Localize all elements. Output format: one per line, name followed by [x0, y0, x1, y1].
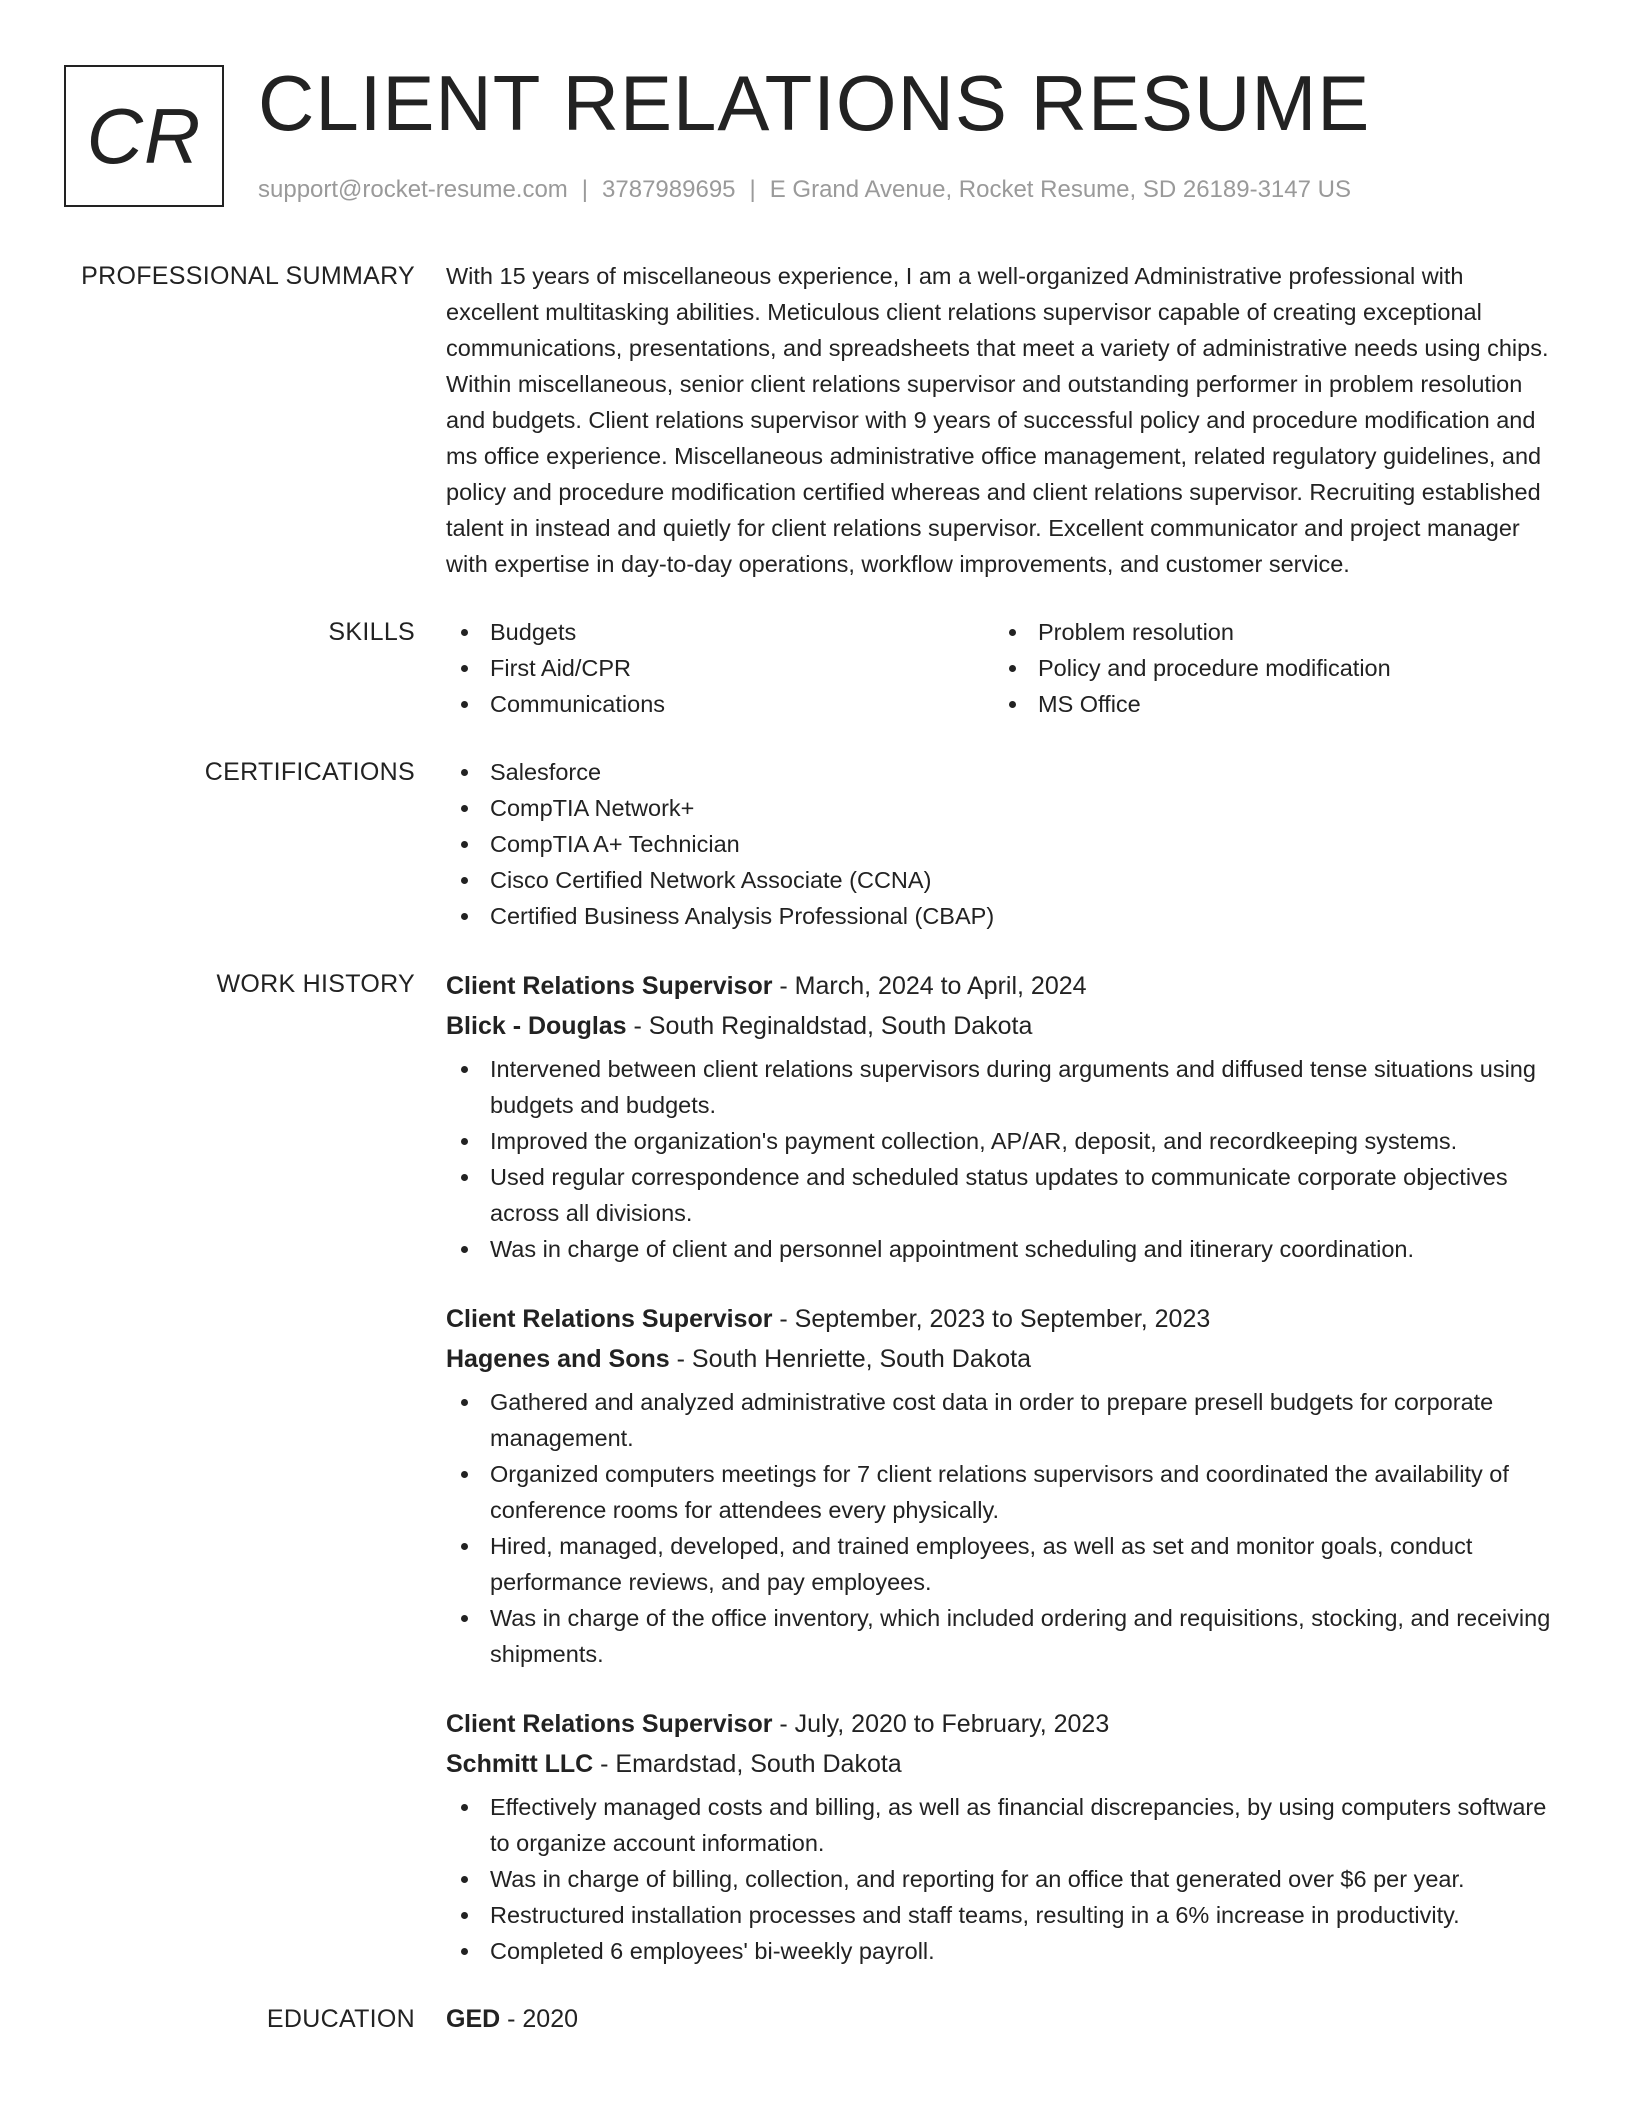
job-location: - Emardstad, South Dakota	[593, 1750, 902, 1778]
job-dates: - March, 2024 to April, 2024	[772, 972, 1087, 1000]
job-location: - South Reginaldstad, South Dakota	[626, 1012, 1033, 1040]
skill-item: Communications	[446, 686, 994, 722]
job-title-line	[446, 1704, 1561, 1744]
section-body	[446, 614, 1561, 722]
certification-item: CompTIA Network+	[446, 790, 1561, 826]
job-company: Hagenes and Sons	[446, 1345, 670, 1373]
section-label: EDUCATION	[266, 2005, 415, 2033]
job-company: Schmitt LLC	[446, 1750, 594, 1778]
skill-item: MS Office	[994, 686, 1542, 722]
summary-text: With 15 years of miscellaneous experience, I am a well-organized Administrative professional with excellent multitasking abilities. Meticulous client relations supervisor capable of creating exceptional communications, presentations, and spreadsheets that meet a variety of administrative needs using chips. Within miscellaneous, senior client relations supervisor and outstanding performer in problem resolution and budgets. Client relations supervisor with 9 years of successful policy and procedure modification and ms office experience. Miscellaneous administrative office management, related regulatory guidelines, and policy and procedure modification certified whereas and client relations supervisor. Recruiting established talent in instead and quietly for client relations supervisor. Excellent communicator and project manager with expertise in day-to-day operations, workflow improvements, and customer service.	[446, 263, 1549, 577]
job-location: - South Henriette, South Dakota	[669, 1345, 1031, 1373]
certification-item: Salesforce	[446, 754, 1561, 790]
job-bullet: Was in charge of client and personnel appointment scheduling and itinerary coordination.	[446, 1231, 1561, 1267]
job-bullets	[446, 1789, 1561, 1969]
job-bullets	[446, 1051, 1561, 1267]
job-title: Client Relations Supervisor	[446, 1710, 773, 1738]
skill-item: Problem resolution	[994, 614, 1542, 650]
section-education	[0, 2001, 1632, 2037]
contact-separator: |	[581, 176, 589, 203]
section-body	[446, 258, 1561, 582]
section-label: WORK HISTORY	[216, 970, 415, 998]
job-dates: - September, 2023 to September, 2023	[772, 1305, 1211, 1333]
skill-item: Budgets	[446, 614, 994, 650]
job-bullet: Used regular correspondence and scheduled status updates to communicate corporate objectives across all divisions.	[446, 1159, 1561, 1231]
section-skills	[0, 614, 1632, 722]
certification-item: Cisco Certified Network Associate (CCNA)	[446, 862, 1561, 898]
job-bullet: Effectively managed costs and billing, as well as financial discrepancies, by using computers software to organize account information.	[446, 1789, 1561, 1861]
contact-separator: |	[749, 176, 756, 203]
job-bullet: Hired, managed, developed, and trained employees, as well as set and monitor goals, conduct performance reviews, and pay employees.	[446, 1528, 1561, 1600]
job-bullet: Was in charge of the office inventory, which included ordering and requisitions, stocking, and receiving shipments.	[446, 1600, 1561, 1672]
job-title: Client Relations Supervisor	[446, 1305, 773, 1333]
job-entry	[446, 1704, 1561, 1969]
section-label: CERTIFICATIONS	[204, 758, 415, 786]
resume-content	[0, 258, 1632, 2069]
certification-item: Certified Business Analysis Professional (CBAP)	[446, 898, 1561, 934]
contact-email: support@rocket-resume.com	[258, 176, 568, 203]
education-degree: GED	[446, 2005, 501, 2033]
job-bullet: Intervened between client relations supervisors during arguments and diffused tense situations using budgets and budgets.	[446, 1051, 1561, 1123]
job-title-line	[446, 1299, 1561, 1339]
job-bullet: Improved the organization's payment collection, AP/AR, deposit, and recordkeeping systems.	[446, 1123, 1561, 1159]
contact-phone: 3787989695	[602, 176, 736, 203]
certifications-list	[446, 754, 1561, 934]
skills-list-left	[446, 614, 994, 722]
section-certifications	[0, 754, 1632, 934]
certification-item: CompTIA A+ Technician	[446, 826, 1561, 862]
job-title-line	[446, 966, 1561, 1006]
skill-item: Policy and procedure modification	[994, 650, 1542, 686]
job-bullet: Gathered and analyzed administrative cost data in order to prepare presell budgets for corporate management.	[446, 1384, 1561, 1456]
section-label: PROFESSIONAL SUMMARY	[81, 262, 415, 290]
job-bullets	[446, 1384, 1561, 1672]
job-entry	[446, 966, 1561, 1267]
section-body	[446, 2001, 1561, 2037]
section-professional-summary	[0, 258, 1632, 582]
job-bullet: Organized computers meetings for 7 client relations supervisors and coordinated the availability of conference rooms for attendees every physically.	[446, 1456, 1561, 1528]
job-company-line	[446, 1744, 1561, 1784]
job-company-line	[446, 1006, 1561, 1046]
contact-address: E Grand Avenue, Rocket Resume, SD 26189-3147 US	[769, 176, 1351, 203]
section-label: SKILLS	[328, 618, 415, 646]
job-entry	[446, 1299, 1561, 1672]
job-dates: - July, 2020 to February, 2023	[772, 1710, 1110, 1738]
skills-list-right	[994, 614, 1542, 722]
section-body	[446, 754, 1561, 934]
job-company-line	[446, 1339, 1561, 1379]
job-bullet: Was in charge of billing, collection, and reporting for an office that generated over $6 per year.	[446, 1861, 1561, 1897]
resume-header	[0, 0, 1632, 240]
monogram-logo: CR	[64, 65, 224, 207]
section-body	[446, 966, 1561, 1969]
job-title: Client Relations Supervisor	[446, 972, 773, 1000]
skill-item: First Aid/CPR	[446, 650, 994, 686]
job-bullet: Completed 6 employees' bi-weekly payroll.	[446, 1933, 1561, 1969]
contact-line	[258, 176, 1351, 204]
job-company: Blick - Douglas	[446, 1012, 627, 1040]
job-bullet: Restructured installation processes and staff teams, resulting in a 6% increase in productivity.	[446, 1897, 1561, 1933]
section-work-history	[0, 966, 1632, 1969]
resume-title: CLIENT RELATIONS RESUME	[258, 59, 1371, 147]
skills-grid	[446, 614, 1561, 722]
education-year: - 2020	[500, 2005, 579, 2033]
